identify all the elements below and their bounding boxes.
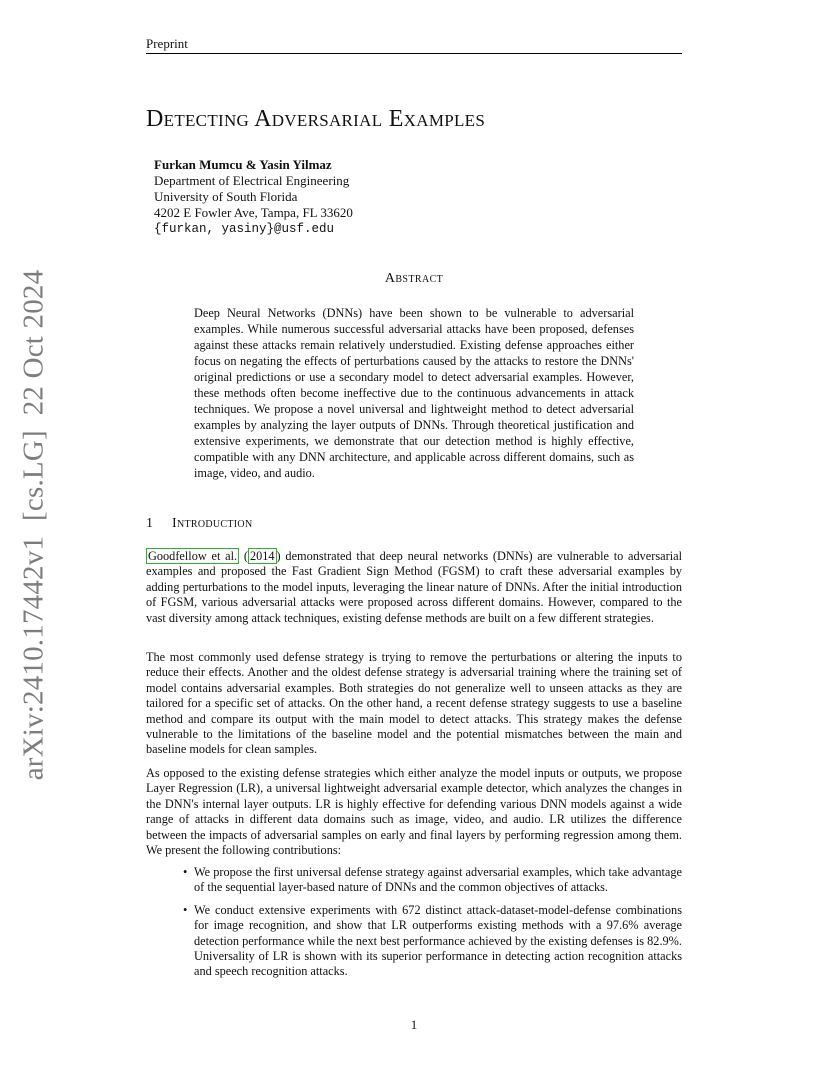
abstract-heading: Abstract	[384, 271, 444, 286]
abstract-text: Deep Neural Networks (DNNs) have been shown to be vulnerable to adversarial examples. While numerous successful adversarial attacks have been proposed, defenses against these attacks remain relatively understudied. Existing defense approaches either focus on negating the effects of perturbations caused by the attacks to restore the DNNs' original predictions or use a secondary model to detect adversarial examples. However, these methods often become ineffective due to the continuous advancements in attack techniques. We propose a novel universal and lightweight method to detect adversarial examples by analyzing the layer outputs of DNNs. Through theoretical justification and extensive experiments, we demonstrate that our detection method is highly effective, compatible with any DNN architecture, and applicable across different domains, such as image, video, and audio.	[194, 306, 634, 480]
page-number: 1	[410, 1017, 418, 1032]
list-item	[146, 903, 682, 980]
intro-paragraph-2: The most commonly used defense strategy is trying to remove the perturbations or altering the inputs to reduce their effects. Another and the oldest defense strategy is adversarial training where the training set of model contains adversarial examples. Both strategies do not generalize well to unseen attacks as they are tailored for a specific set of attacks. On the other hand, a recent defense strategy suggests to use a baseline method and compare its output with the main model to detect attacks. This strategy makes the defense vulnerable to the limitations of the baseline model and the potential mismatches between the main and baseline models for clean samples.	[146, 650, 682, 757]
author-email[interactable]: {furkan, yasiny}@usf.edu	[154, 222, 335, 236]
bullet-icon: •	[183, 902, 188, 917]
section-heading-introduction	[146, 516, 252, 532]
contributions-list	[146, 865, 682, 987]
bullet-icon: •	[183, 865, 188, 879]
section-number: 1	[146, 516, 153, 531]
intro-paragraph-1: Goodfellow et al. ( 2014 ) demonstrated that deep neural networks (DNNs) are vulnerable to adversarial examples and proposed the Fast Gradient Sign Method (FGSM) to craft these adversarial examples by adding perturbations to the model inputs, leveraging the linear nature of DNNs. After the initial introduction of FGSM, various adversarial attacks were proposed across different domains. However, compared to the vast diversity among attack techniques, existing defense methods are built on a few different strategies.	[146, 549, 682, 625]
section-title: Introduction	[172, 516, 253, 531]
intro-paragraph-3: As opposed to the existing defense strategies which either analyze the model inputs or outputs, we propose Layer Regression (LR), a universal lightweight adversarial example detector, which analyzes the changes in the DNN's internal layer outputs. LR is highly effective for defending various DNN models against a wide range of attacks in different data domains such as image, video, and audio. LR utilizes the difference between the impacts of adversarial samples on early and final layers by performing regression among them. We present the following contributions:	[146, 766, 682, 858]
arxiv-identifier[interactable]: arXiv:2410.17442v1 [cs.LG] 22 Oct 2024	[17, 269, 50, 781]
running-header: Preprint	[146, 36, 188, 51]
affiliation-department: Department of Electrical Engineering	[154, 173, 350, 188]
author-block	[154, 157, 353, 237]
affiliation-address: 4202 E Fowler Ave, Tampa, FL 33620	[154, 205, 353, 220]
paper-title-text: Detecting Adversarial Examples	[146, 106, 486, 132]
list-item-text: We propose the first universal defense strategy against adversarial examples, which take advantage of the sequential layer-based nature of DNNs and the common objectives of attacks.	[194, 865, 682, 895]
author-names: Furkan Mumcu & Yasin Yilmaz	[154, 157, 332, 172]
affiliation-university: University of South Florida	[154, 189, 298, 204]
intro-paragraph-1-text: demonstrated that deep neural networks (DNNs) are vulnerable to adversarial examples and proposed the Fast Gradient Sign Method (FGSM) to craft these adversarial examples by adding perturbations to the model inputs, leveraging the linear nature of DNNs. After the initial introduction of FGSM, various adversarial attacks were proposed across different domains. However, compared to the vast diversity among attack techniques, existing defense methods are built on a few different strategies.	[146, 549, 682, 625]
citation-link-author[interactable]: Goodfellow et al.	[148, 549, 238, 563]
citation-link-year[interactable]: 2014	[249, 549, 275, 563]
list-item	[146, 865, 682, 896]
header-rule	[146, 53, 682, 54]
list-item-text: We conduct extensive experiments with 672 distinct attack-dataset-model-defense combinations for image recognition, and show that LR outperforms existing methods with a 97.6% average detection performance while the next best performance achieved by the existing defenses is 82.9%. Universality of LR is shown with its superior performance in detecting action recognition attacks and speech recognition attacks.	[194, 902, 682, 979]
paper-title	[146, 106, 485, 133]
